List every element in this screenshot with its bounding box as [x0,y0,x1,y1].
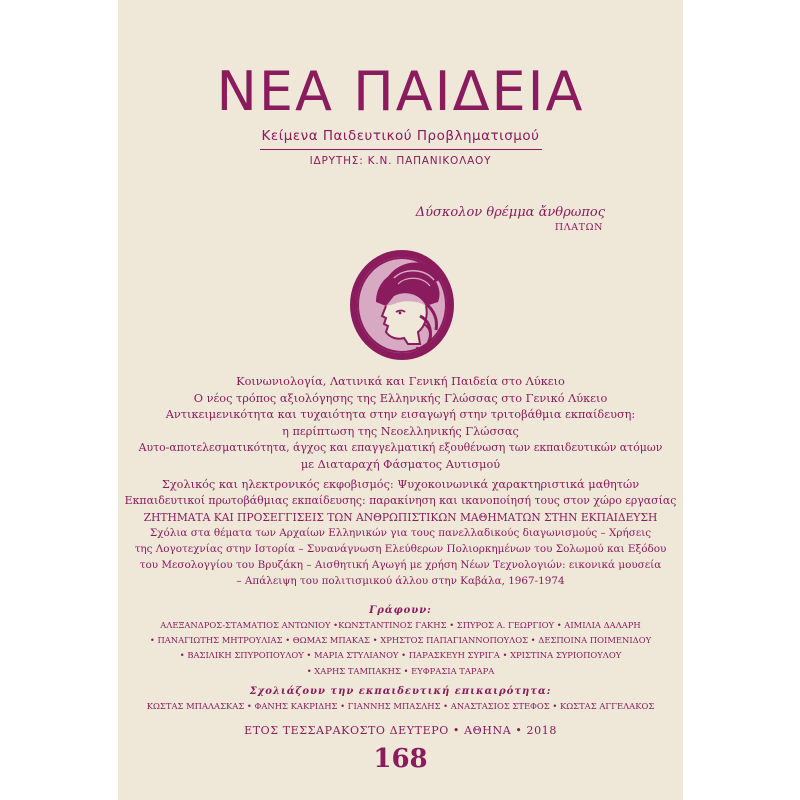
year-line: ΕΤΟΣ ΤΕΣΣΑΡΑΚΟΣΤΟ ΔΕΥΤΕΡΟ • ΑΘΗΝΑ • 2018 [244,724,557,737]
writers-line: • ΧΑΡΗΣ ΤΑΜΠΑΚΗΣ • ΕΥΦΡΑΣΙΑ ΤΑΡΑΡΑ [306,665,495,676]
contents-item: Αντικειμενικότητα και τυχαιότητα στην εισαγωγή στην τριτοβάθμια εκπαίδευση: [165,408,636,422]
contents-item: Ο νέος τρόπος αξιολόγησης της Ελληνικής Γλώσσας στο Γενικό Λύκειο [193,391,608,405]
epigraph-quote: Δύσκολον θρέμμα ἄνθρωπος [415,205,605,220]
writers-line: • ΒΑΣΙΛΙΚΗ ΣΠΥΡΟΠΟΥΛΟΥ • ΜΑΡΙΑ ΣΤΥΛΙΑΝΟΥ • ΠΑΡΑΣΚΕΥΗ ΣΥΡΙΓΑ • ΧΡΙΣΤΙΝΑ ΣΥΡΙΟΠΟΥΛΟΥ [179,650,622,661]
contents-item: Αυτο-αποτελεσματικότητα, άγχος και επαγγελματική εξουθένωση των εκπαιδευτικών ατόμων [138,441,663,455]
contents-section-heading: ΖΗΤΗΜΑΤΑ ΚΑΙ ΠΡΟΣΕΓΓΙΣΕΙΣ ΤΩΝ ΑΝΘΡΩΠΙΣΤΙΚΩΝ ΜΑΘΗΜΑΤΩΝ ΣΤΗΝ ΕΚΠΑΙΔΕΥΣΗ [143,510,658,524]
writers-line: ΑΛΕΞΑΝΔΡΟΣ-ΣΤΑΜΑΤΙΟΣ ΑΝΤΩΝΙΟΥ •ΚΩΝΣΤΑΝΤΙΝΟΣ ΓΑΚΗΣ • ΣΠΥΡΟΣ Α. ΓΕΩΡΓΙΟΥ • ΑΙΜΙΛΙΑ ΔΑΛΑΡΗ [160,620,641,630]
contents-item: – Απάλειψη του πολιτισμικού άλλου στην Καβάλα, 1967-1974 [236,574,565,587]
epigraph-author: ΠΛΑΤΩΝ [554,222,603,233]
contents-item: με Διαταραχή Φάσματος Αυτισμού [300,457,501,471]
contents-item: Σχόλια στα θέματα των Αρχαίων Ελληνικών για τους πανελλαδικούς διαγωνισμούς – Χρήσεις [149,527,652,540]
contributors-block [118,604,683,714]
founder-line: ΙΔΡΥΤΗΣ: Κ.Ν. ΠΑΠΑΝΙΚΟΛΑΟΥ [309,155,492,167]
contents-item: Σχολικός και ηλεκτρονικός εκφοβισμός: Ψυχοκοινωνικά χαρακτηριστικά μαθητών [161,477,640,491]
contents-item: της Λογοτεχνίας στην Ιστορία – Συνανάγνωση Ελεύθερων Πολιορκημένων του Σολωμού και Εξόδου [134,543,667,556]
writers-heading: Γράφουν: [369,605,432,616]
contents-list [118,374,683,590]
commentators-heading: Σχολιάζουν την εκπαιδευτική επικαιρότητα: [249,685,552,697]
writers-line: • ΠΑΝΑΓΙΩΤΗΣ ΜΗΤΡΟΥΛΙΑΣ • ΘΩΜΑΣ ΜΠΑΚΑΣ • ΧΡΗΣΤΟΣ ΠΑΠΑΓΙΑΝΝΟΠΟΥΛΟΣ • ΔΕΣΠΟΙΝΑ ΠΟΙΜΕΝΙΔΟΥ [149,635,652,646]
contents-item: Κοινωνιολογία, Λατινικά και Γενική Παιδεία στο Λύκειο [236,375,565,388]
contents-item: του Μεσολογγίου του Βρυζάκη – Αισθητική Αγωγή με χρήση Νέων Τεχνολογιών: εικονικά μουσεία [139,558,662,571]
journal-cover [118,0,683,800]
contents-item: Εκπαιδευτικοί πρωτοβάθμιας εκπαίδευσης: παρακίνηση και ικανοποίησή τους στον χώρο εργασίας [124,494,677,508]
journal-title: ΝΕΑ ΠΑΙΔΕΙΑ [216,60,585,123]
issue-number: 168 [373,744,428,774]
journal-subtitle: Κείμενα Παιδευτικού Προβληματισμού [261,128,540,144]
subtitle-divider [260,149,542,150]
contents-item: η περίπτωση της Νεοελληνικής Γλώσσας [282,424,519,438]
commentators-line: ΚΩΣΤΑΣ ΜΠΑΛΑΣΚΑΣ • ΦΑΝΗΣ ΚΑΚΡΙΔΗΣ • ΓΙΑΝΝΗΣ ΜΠΑΣΛΗΣ • ΑΝΑΣΤΑΣΙΟΣ ΣΤΕΦΟΣ • ΚΩΣΤΑΣ ΑΓΓΕΛΑΚΟΣ [146,700,655,711]
athena-coin-icon [346,244,459,364]
